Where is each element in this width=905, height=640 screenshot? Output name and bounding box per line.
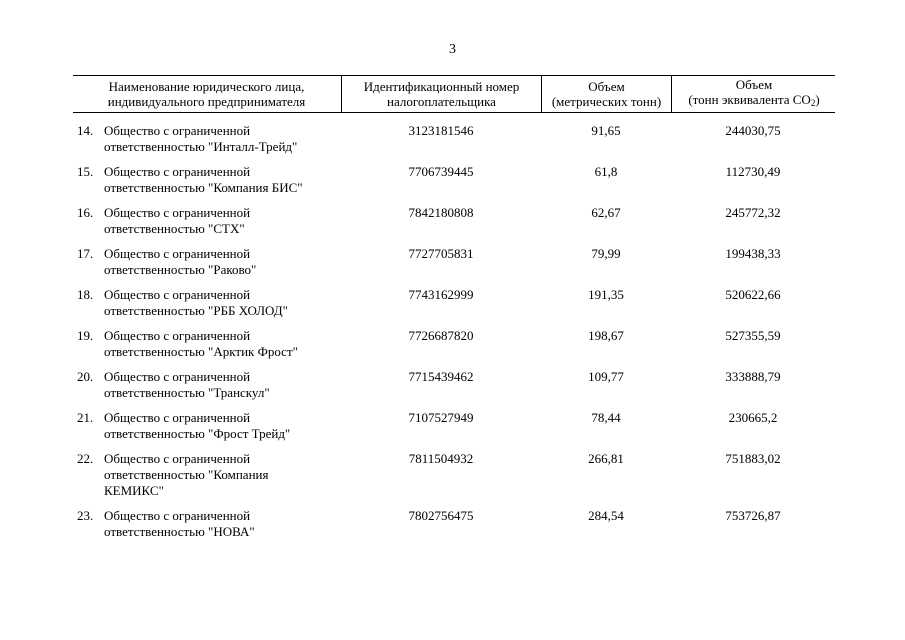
volume-metric: 109,77 — [588, 369, 624, 384]
company-name — [104, 246, 324, 278]
company-name-line1: Общество с ограниченной — [104, 328, 251, 343]
header-volume-co2-line2 — [688, 92, 819, 111]
company-name-line1: Общество с ограниченной — [104, 369, 251, 384]
taxpayer-id: 7727705831 — [408, 246, 474, 261]
company-name-line1: Общество с ограниченной — [104, 508, 251, 523]
company-name-line2: ответственностью "Фрост Трейд" — [104, 426, 291, 441]
company-name-line2: ответственностью "Инталл-Трейд" — [104, 139, 298, 154]
company-name-line3: КЕМИКС" — [104, 483, 164, 498]
header-taxpayer-id-line2: налогоплательщика — [387, 94, 496, 109]
page-number: 3 — [449, 42, 456, 57]
registry-table — [73, 75, 835, 539]
header-volume-co2-line1: Объем — [735, 77, 773, 92]
company-name-line1: Общество с ограниченной — [104, 410, 251, 425]
company-name-line2: ответственностью "Компания БИС" — [104, 180, 303, 195]
company-name-line1: Общество с ограниченной — [104, 287, 251, 302]
volume-co2: 112730,49 — [725, 164, 781, 179]
volume-co2: 520622,66 — [725, 287, 781, 302]
taxpayer-id: 7706739445 — [408, 164, 474, 179]
row-number: 17. — [77, 246, 94, 261]
row-number: 14. — [77, 123, 94, 138]
header-volume-metric-line1: Объем — [588, 79, 625, 94]
taxpayer-id: 7726687820 — [408, 328, 474, 343]
taxpayer-id: 7842180808 — [408, 205, 474, 220]
header-company-name — [73, 76, 340, 112]
volume-metric: 266,81 — [588, 451, 624, 466]
table-row — [73, 410, 835, 451]
company-name — [104, 451, 324, 499]
header-co2-suffix: ) — [815, 92, 820, 107]
header-taxpayer-id-line1: Идентификационный номер — [363, 79, 520, 94]
row-number: 22. — [77, 451, 94, 466]
volume-co2: 527355,59 — [725, 328, 781, 343]
header-co2-prefix: (тонн эквивалента CO — [688, 92, 811, 107]
company-name-line2: ответственностью "РББ ХОЛОД" — [104, 303, 288, 318]
company-name-line1: Общество с ограниченной — [104, 205, 251, 220]
taxpayer-id: 7107527949 — [408, 410, 474, 425]
volume-metric: 91,65 — [591, 123, 621, 138]
table-header — [73, 75, 835, 113]
row-number: 23. — [77, 508, 94, 523]
row-number: 15. — [77, 164, 94, 179]
company-name — [104, 328, 324, 360]
header-company-name-line2: индивидуального предпринимателя — [107, 94, 306, 109]
taxpayer-id: 7811504932 — [408, 451, 474, 466]
volume-metric: 62,67 — [591, 205, 621, 220]
row-number: 21. — [77, 410, 94, 425]
table-row — [73, 451, 835, 508]
company-name — [104, 164, 324, 196]
volume-co2: 333888,79 — [725, 369, 781, 384]
table-row — [73, 369, 835, 410]
company-name-line1: Общество с ограниченной — [104, 164, 251, 179]
row-number: 16. — [77, 205, 94, 220]
header-taxpayer-id — [341, 76, 541, 112]
table-row — [73, 328, 835, 369]
volume-metric: 198,67 — [588, 328, 624, 343]
taxpayer-id: 7743162999 — [408, 287, 474, 302]
header-volume-metric-line2: (метрических тонн) — [551, 94, 662, 109]
volume-metric: 191,35 — [588, 287, 624, 302]
volume-metric: 61,8 — [594, 164, 618, 179]
header-volume-co2 — [671, 76, 836, 112]
company-name-line1: Общество с ограниченной — [104, 451, 251, 466]
header-company-name-line1: Наименование юридического лица, — [108, 79, 305, 94]
company-name-line1: Общество с ограниченной — [104, 246, 251, 261]
company-name — [104, 123, 324, 155]
company-name-line2: ответственностью "Компания — [104, 467, 269, 482]
volume-metric: 79,99 — [591, 246, 621, 261]
table-row — [73, 508, 835, 549]
header-volume-metric — [541, 76, 671, 112]
company-name — [104, 410, 324, 442]
company-name-line2: ответственностью "НОВА" — [104, 524, 255, 539]
row-number: 20. — [77, 369, 94, 384]
table-row — [73, 287, 835, 328]
company-name — [104, 287, 324, 319]
company-name — [104, 508, 324, 540]
company-name-line2: ответственностью "Арктик Фрост" — [104, 344, 298, 359]
volume-co2: 244030,75 — [725, 123, 781, 138]
volume-metric: 78,44 — [591, 410, 621, 425]
volume-co2: 230665,2 — [728, 410, 778, 425]
header-co2-subscript: 2 — [810, 98, 816, 108]
taxpayer-id: 7802756475 — [408, 508, 474, 523]
company-name-line2: ответственностью "Раково" — [104, 262, 257, 277]
table-row — [73, 123, 835, 164]
company-name-line2: ответственностью "Транскул" — [104, 385, 270, 400]
row-number: 19. — [77, 328, 94, 343]
company-name-line2: ответственностью "СТХ" — [104, 221, 245, 236]
volume-co2: 245772,32 — [725, 205, 781, 220]
volume-metric: 284,54 — [588, 508, 624, 523]
table-row — [73, 246, 835, 287]
company-name — [104, 205, 324, 237]
table-row — [73, 164, 835, 205]
volume-co2: 199438,33 — [725, 246, 781, 261]
table-row — [73, 205, 835, 246]
company-name-line1: Общество с ограниченной — [104, 123, 251, 138]
company-name — [104, 369, 324, 401]
row-number: 18. — [77, 287, 94, 302]
volume-co2: 751883,02 — [725, 451, 781, 466]
volume-co2: 753726,87 — [725, 508, 781, 523]
taxpayer-id: 3123181546 — [408, 123, 474, 138]
taxpayer-id: 7715439462 — [408, 369, 474, 384]
table-body — [73, 123, 835, 549]
